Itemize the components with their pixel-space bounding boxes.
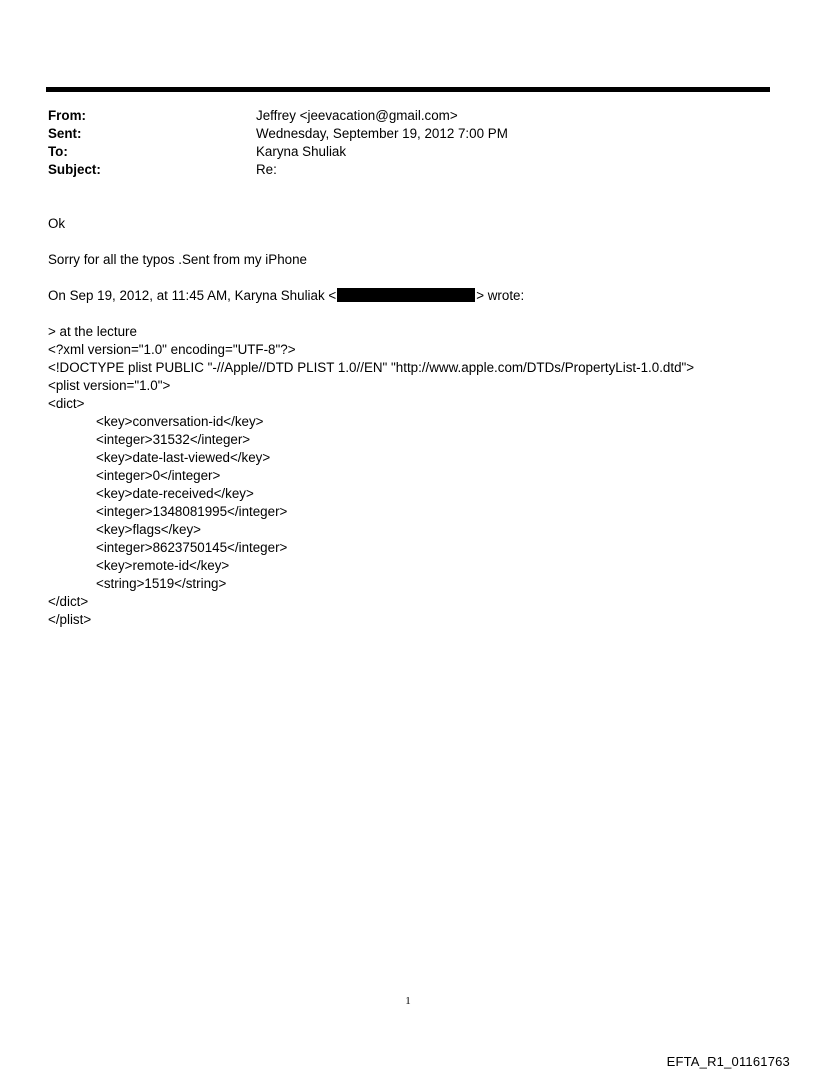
xml-line: <integer>8623750145</integer>	[96, 540, 288, 555]
from-label: From:	[48, 108, 86, 123]
subject-value: Re:	[256, 162, 277, 177]
to-label: To:	[48, 144, 68, 159]
quote-intro-after: > wrote:	[476, 288, 525, 303]
xml-line: <key>flags</key>	[96, 522, 201, 537]
body-line-ok: Ok	[48, 216, 66, 231]
header-row-from	[48, 107, 508, 125]
xml-line: <plist version="1.0">	[48, 378, 171, 393]
page-number: 1	[405, 995, 411, 1007]
email-header	[48, 107, 508, 179]
bates-number: EFTA_R1_01161763	[666, 1054, 790, 1069]
xml-line: <key>remote-id</key>	[96, 558, 230, 573]
redaction-box	[337, 288, 475, 302]
header-row-to	[48, 143, 508, 161]
to-value: Karyna Shuliak	[256, 144, 347, 159]
xml-line: <key>conversation-id</key>	[96, 414, 264, 429]
xml-line: </plist>	[48, 612, 92, 627]
xml-line: <!DOCTYPE plist PUBLIC "-//Apple//DTD PLIST 1.0//EN" "http://www.apple.com/DTDs/PropertyList-1.0.dtd">	[48, 360, 695, 375]
header-row-subject	[48, 161, 508, 179]
from-value: Jeffrey <jeevacation@gmail.com>	[256, 108, 458, 123]
xml-line: <integer>31532</integer>	[96, 432, 251, 447]
xml-line: </dict>	[48, 594, 89, 609]
xml-line: <dict>	[48, 396, 85, 411]
xml-line: <string>1519</string>	[96, 576, 227, 591]
quote-intro-line	[48, 287, 524, 305]
xml-line: <integer>1348081995</integer>	[96, 504, 288, 519]
xml-line: <key>date-last-viewed</key>	[96, 450, 271, 465]
quote-intro-before: On Sep 19, 2012, at 11:45 AM, Karyna Shuliak <	[48, 288, 337, 303]
header-divider-rule	[46, 87, 770, 92]
xml-line: <key>date-received</key>	[96, 486, 254, 501]
xml-line: <integer>0</integer>	[96, 468, 221, 483]
sent-label: Sent:	[48, 126, 82, 141]
header-row-sent	[48, 125, 508, 143]
xml-line: <?xml version="1.0" encoding="UTF-8"?>	[48, 342, 296, 357]
body-line-typos: Sorry for all the typos .Sent from my iPhone	[48, 252, 307, 267]
sent-value: Wednesday, September 19, 2012 7:00 PM	[256, 126, 508, 141]
subject-label: Subject:	[48, 162, 101, 177]
quoted-line: > at the lecture	[48, 324, 137, 339]
quoted-content	[48, 323, 694, 629]
